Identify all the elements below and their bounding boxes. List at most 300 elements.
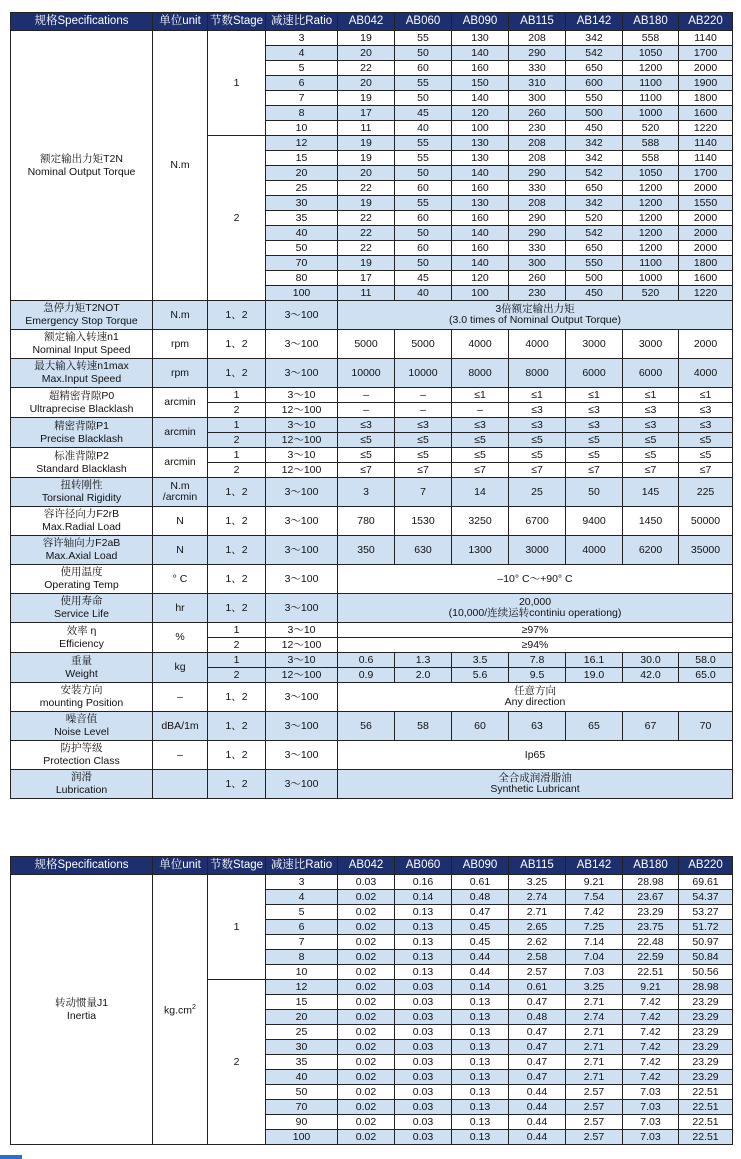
value-cell: 780 [338, 507, 395, 536]
table-row [11, 594, 733, 623]
ratio-cell: 3～100 [266, 770, 338, 799]
table-row [11, 330, 733, 359]
value-cell: 2000 [679, 181, 733, 196]
stage-cell: 2 [208, 463, 266, 478]
value-cell: 160 [452, 241, 509, 256]
table-row [11, 448, 733, 463]
value-cell: 2000 [679, 211, 733, 226]
value-cell: 0.03 [395, 1070, 452, 1085]
value-cell: 260 [509, 271, 566, 286]
value-cell: 58 [395, 712, 452, 741]
stage-cell: 1、2 [208, 359, 266, 388]
spec-label-cn: 容许轴向力F2aB [42, 537, 121, 549]
ratio-cell: 12～100 [266, 433, 338, 448]
value-cell: 56 [338, 712, 395, 741]
stage-cell: 1 [208, 31, 266, 136]
value-cell: 0.48 [509, 1010, 566, 1025]
unit-cell: kg [153, 653, 208, 683]
value-cell: 8000 [452, 359, 509, 388]
value-cell: 1530 [395, 507, 452, 536]
spec-label-en: Noise Level [54, 726, 109, 738]
value-cell: 588 [623, 136, 679, 151]
ratio-cell: 3～100 [266, 712, 338, 741]
value-cell: 22.51 [623, 965, 679, 980]
stage-cell: 1 [208, 418, 266, 433]
value-cell: ≤3 [623, 418, 679, 433]
value-cell: ≤3 [452, 418, 509, 433]
table-row [11, 875, 733, 890]
value-cell: 7.03 [623, 1100, 679, 1115]
column-header: AB142 [566, 857, 623, 875]
value-cell: 0.02 [338, 995, 395, 1010]
value-cell: 7.03 [623, 1085, 679, 1100]
spec-label-cn: 转动惯量J1 [54, 996, 109, 1009]
value-cell: 558 [623, 31, 679, 46]
value-cell: 1000 [623, 271, 679, 286]
value-cell: 1200 [623, 211, 679, 226]
value-cell: 9.21 [623, 980, 679, 995]
spec-label-cn: 超精密背隙P0 [48, 389, 115, 402]
ratio-cell: 3～100 [266, 330, 338, 359]
table-row [11, 301, 733, 330]
value-cell: ≤1 [509, 388, 566, 403]
unit-cell: – [153, 683, 208, 712]
value-cell: 0.9 [338, 668, 395, 683]
value-cell: 19 [338, 31, 395, 46]
value-cell: ≤1 [452, 388, 509, 403]
value-cell: 55 [395, 136, 452, 151]
value-cell: 50 [395, 256, 452, 271]
value-cell: 22 [338, 241, 395, 256]
merged-value [338, 683, 733, 712]
value-cell: 208 [509, 196, 566, 211]
value-cell: 0.16 [395, 875, 452, 890]
value-cell: 0.02 [338, 965, 395, 980]
value-cell: 140 [452, 256, 509, 271]
value-cell: 0.44 [509, 1130, 566, 1145]
spec-label-cn: 重量 [71, 654, 92, 667]
value-cell: 0.03 [395, 1085, 452, 1100]
ratio-cell: 3～100 [266, 741, 338, 770]
value-cell: 23.29 [679, 1010, 733, 1025]
value-cell: 0.13 [452, 1070, 509, 1085]
value-cell: 342 [566, 151, 623, 166]
value-cell: 50 [395, 91, 452, 106]
value-cell: ≤3 [509, 403, 566, 418]
ratio-cell: 35 [266, 211, 338, 226]
value-cell: 0.03 [395, 1115, 452, 1130]
value-cell: ≤1 [623, 388, 679, 403]
value-cell: 0.14 [395, 890, 452, 905]
column-header: AB060 [395, 13, 452, 31]
value-cell: 2000 [679, 226, 733, 241]
value-cell: 45 [395, 106, 452, 121]
value-cell: 140 [452, 91, 509, 106]
value-cell: 0.13 [452, 1085, 509, 1100]
value-cell: 300 [509, 256, 566, 271]
unit-cell: arcmin [153, 448, 208, 478]
value-cell: 0.03 [395, 1130, 452, 1145]
value-cell: 1450 [623, 507, 679, 536]
value-cell: 2.71 [566, 1040, 623, 1055]
column-header: AB060 [395, 857, 452, 875]
value-cell: 50 [566, 478, 623, 507]
value-cell: 55 [395, 31, 452, 46]
table-row [11, 536, 733, 565]
value-cell: 2.71 [566, 995, 623, 1010]
value-cell: 290 [509, 226, 566, 241]
value-cell: 542 [566, 226, 623, 241]
value-cell: 0.44 [509, 1085, 566, 1100]
value-cell: 50 [395, 46, 452, 61]
value-cell: 208 [509, 136, 566, 151]
ratio-cell: 3～100 [266, 683, 338, 712]
ratio-cell: 3～100 [266, 359, 338, 388]
value-cell: 290 [509, 166, 566, 181]
value-cell: 50 [395, 226, 452, 241]
stage-cell: 2 [208, 136, 266, 301]
value-cell: 60 [395, 241, 452, 256]
stage-cell: 1、2 [208, 565, 266, 594]
cell-line: /arcmin [162, 491, 198, 503]
unit-cell: rpm [153, 330, 208, 359]
column-header: AB220 [679, 857, 733, 875]
value-cell: 22.48 [623, 935, 679, 950]
value-cell: ≤5 [566, 448, 623, 463]
spec-label [11, 448, 153, 478]
value-cell: 30.0 [623, 653, 679, 668]
ratio-cell: 4 [266, 46, 338, 61]
spec-label-cn: 急停力矩T2NOT [43, 302, 120, 314]
value-cell: 22 [338, 226, 395, 241]
value-cell: 3250 [452, 507, 509, 536]
value-cell: ≤5 [509, 433, 566, 448]
unit-cell: hr [153, 594, 208, 623]
value-cell: 0.47 [509, 1040, 566, 1055]
value-cell: 23.29 [679, 995, 733, 1010]
column-header: AB115 [509, 13, 566, 31]
value-cell: 0.44 [452, 965, 509, 980]
value-cell: 2.57 [566, 1100, 623, 1115]
value-cell: 100 [452, 121, 509, 136]
ratio-cell: 100 [266, 286, 338, 301]
column-header: 规格Specifications [11, 857, 153, 875]
stage-cell: 1、2 [208, 330, 266, 359]
ratio-cell: 30 [266, 196, 338, 211]
spec-label [11, 683, 153, 712]
value-cell: 0.6 [338, 653, 395, 668]
ratio-cell: 4 [266, 890, 338, 905]
value-cell: 4000 [679, 359, 733, 388]
value-cell: 0.44 [509, 1100, 566, 1115]
ratio-cell: 20 [266, 1010, 338, 1025]
ratio-cell: 50 [266, 1085, 338, 1100]
ratio-cell: 70 [266, 1100, 338, 1115]
cell-line: –10° C～+90° C [497, 572, 573, 585]
spec-label-en: Protection Class [43, 755, 120, 767]
value-cell: 0.02 [338, 950, 395, 965]
value-cell: 160 [452, 211, 509, 226]
value-cell: 120 [452, 106, 509, 121]
value-cell: 23.29 [679, 1025, 733, 1040]
value-cell: 9.21 [566, 875, 623, 890]
value-cell: 0.02 [338, 1025, 395, 1040]
value-cell: 7.42 [623, 995, 679, 1010]
cell-line: Any direction [504, 696, 566, 708]
ratio-cell: 12 [266, 980, 338, 995]
value-cell: 9.5 [509, 668, 566, 683]
ratio-cell: 3～10 [266, 448, 338, 463]
unit-cell: dBA/1m [153, 712, 208, 741]
ratio-cell: 3～100 [266, 478, 338, 507]
value-cell: 342 [566, 31, 623, 46]
stage-cell: 2 [208, 433, 266, 448]
value-cell: 130 [452, 136, 509, 151]
value-cell: 1300 [452, 536, 509, 565]
cell-line: Synthetic Lubricant [490, 783, 580, 795]
value-cell: 0.13 [395, 905, 452, 920]
spec-label [11, 330, 153, 359]
value-cell: 0.02 [338, 1130, 395, 1145]
value-cell: ≤7 [395, 463, 452, 478]
stage-cell: 1、2 [208, 478, 266, 507]
value-cell: 5.6 [452, 668, 509, 683]
value-cell: 520 [623, 121, 679, 136]
value-cell: ≤5 [566, 433, 623, 448]
value-cell: ≤5 [509, 448, 566, 463]
value-cell: 6000 [623, 359, 679, 388]
ratio-cell: 50 [266, 241, 338, 256]
spec-label-en: Max.Radial Load [42, 521, 121, 533]
spec-label-en: Ultraprecise Blacklash [29, 402, 134, 415]
value-cell: – [395, 403, 452, 418]
value-cell: 0.02 [338, 980, 395, 995]
value-cell: 22.51 [679, 1085, 733, 1100]
stage-cell: 1、2 [208, 770, 266, 799]
value-cell: 650 [566, 61, 623, 76]
unit-cell: N.m [153, 301, 208, 330]
column-header: AB180 [623, 857, 679, 875]
ratio-cell: 40 [266, 1070, 338, 1085]
spec-label-en: Inertia [66, 1009, 97, 1022]
value-cell: 0.02 [338, 935, 395, 950]
cell-line: Ip65 [524, 748, 546, 761]
footer-accent-bar [0, 1155, 22, 1159]
value-cell: 2.71 [566, 1055, 623, 1070]
value-cell: 23.29 [679, 1040, 733, 1055]
ratio-cell: 3 [266, 31, 338, 46]
ratio-cell: 25 [266, 181, 338, 196]
value-cell: ≤5 [338, 433, 395, 448]
spec-label-en: Efficiency [59, 637, 104, 650]
value-cell: 2000 [679, 241, 733, 256]
column-header: AB090 [452, 857, 509, 875]
value-cell: 60 [452, 712, 509, 741]
value-cell: 7 [395, 478, 452, 507]
value-cell: 7.42 [623, 1040, 679, 1055]
unit-cell [153, 770, 208, 799]
spec-label [11, 741, 153, 770]
spec-label-cn: 效率 η [66, 624, 97, 637]
column-header: AB180 [623, 13, 679, 31]
value-cell: 19 [338, 91, 395, 106]
table-row [11, 623, 733, 638]
table-row [11, 478, 733, 507]
value-cell: 60 [395, 211, 452, 226]
value-cell: 17 [338, 106, 395, 121]
value-cell: 0.44 [509, 1115, 566, 1130]
value-cell: 558 [623, 151, 679, 166]
value-cell: 16.1 [566, 653, 623, 668]
value-cell: 3 [338, 478, 395, 507]
value-cell: 11 [338, 121, 395, 136]
stage-cell: 2 [208, 638, 266, 653]
value-cell: 2.57 [566, 1130, 623, 1145]
column-header: 单位unit [153, 857, 208, 875]
value-cell: ≤5 [452, 448, 509, 463]
ratio-cell: 6 [266, 920, 338, 935]
spec-label [11, 623, 153, 653]
value-cell: 550 [566, 91, 623, 106]
value-cell: 0.47 [509, 1025, 566, 1040]
value-cell: 1550 [679, 196, 733, 211]
value-cell: 0.03 [395, 1010, 452, 1025]
value-cell: 7.04 [566, 950, 623, 965]
spec-label-cn: 额定输入转速n1 [44, 331, 119, 343]
value-cell: 0.03 [395, 1055, 452, 1070]
value-cell: 65.0 [679, 668, 733, 683]
value-cell: 120 [452, 271, 509, 286]
value-cell: 4000 [509, 330, 566, 359]
value-cell: 23.29 [679, 1070, 733, 1085]
value-cell: 70 [679, 712, 733, 741]
column-header: 规格Specifications [11, 13, 153, 31]
spec-label [11, 653, 153, 683]
column-header: AB042 [338, 857, 395, 875]
value-cell: 330 [509, 241, 566, 256]
value-cell: ≤3 [509, 418, 566, 433]
table-row [11, 507, 733, 536]
column-header: 单位unit [153, 13, 208, 31]
value-cell: 2.65 [509, 920, 566, 935]
spec-label [11, 875, 153, 1145]
value-cell: 6700 [509, 507, 566, 536]
value-cell: – [452, 403, 509, 418]
value-cell: ≤5 [395, 433, 452, 448]
spec-label-cn: 防护等级 [60, 742, 103, 754]
value-cell: 35000 [679, 536, 733, 565]
value-cell: 9400 [566, 507, 623, 536]
ratio-cell: 3～10 [266, 653, 338, 668]
value-cell: 330 [509, 181, 566, 196]
stage-cell: 1 [208, 653, 266, 668]
value-cell: 0.13 [452, 1130, 509, 1145]
spec-label-cn: 润滑 [71, 771, 92, 783]
value-cell: 65 [566, 712, 623, 741]
spec-label-cn: 扭转刚性 [60, 479, 103, 491]
value-cell: 300 [509, 91, 566, 106]
value-cell: 22.51 [679, 1130, 733, 1145]
spec-label-cn: 使用寿命 [60, 595, 103, 607]
value-cell: 3000 [566, 330, 623, 359]
value-cell: 1220 [679, 286, 733, 301]
ratio-cell: 6 [266, 76, 338, 91]
value-cell: 500 [566, 271, 623, 286]
spec-label [11, 31, 153, 301]
spec-label-en: Nominal Input Speed [32, 344, 131, 356]
value-cell: 2.0 [395, 668, 452, 683]
ratio-cell: 10 [266, 121, 338, 136]
value-cell: 0.48 [452, 890, 509, 905]
value-cell: 1700 [679, 46, 733, 61]
value-cell: 130 [452, 31, 509, 46]
spec-label-en: Standard Blacklash [36, 462, 127, 475]
value-cell: 23.29 [679, 1055, 733, 1070]
unit-cell: N [153, 507, 208, 536]
value-cell: 140 [452, 46, 509, 61]
value-cell: 7.42 [623, 1025, 679, 1040]
ratio-cell: 12～100 [266, 463, 338, 478]
value-cell: ≤5 [452, 433, 509, 448]
spec-label-en: Operating Temp [44, 579, 119, 591]
value-cell: 2.57 [566, 1085, 623, 1100]
spec-label-cn: 使用温度 [60, 566, 103, 578]
value-cell: ≤7 [679, 463, 733, 478]
value-cell: 7.8 [509, 653, 566, 668]
table-row [11, 565, 733, 594]
ratio-cell: 3～100 [266, 301, 338, 330]
cell-line: (3.0 times of Nominal Output Torque) [449, 314, 621, 326]
spec-label-en: Torsional Rigidity [41, 492, 122, 504]
value-cell: ≤5 [623, 448, 679, 463]
ratio-cell: 8 [266, 950, 338, 965]
value-cell: 25 [509, 478, 566, 507]
value-cell: 3000 [509, 536, 566, 565]
value-cell: 22 [338, 61, 395, 76]
stage-cell: 1、2 [208, 683, 266, 712]
value-cell: ≤1 [566, 388, 623, 403]
value-cell: 650 [566, 181, 623, 196]
value-cell: 2.57 [566, 1115, 623, 1130]
value-cell: 63 [509, 712, 566, 741]
spec-label [11, 507, 153, 536]
value-cell: 600 [566, 76, 623, 91]
value-cell: ≤7 [623, 463, 679, 478]
stage-cell: 1 [208, 388, 266, 403]
value-cell: 1200 [623, 181, 679, 196]
value-cell: 2.57 [509, 965, 566, 980]
value-cell: 23.67 [623, 890, 679, 905]
ratio-cell: 90 [266, 1115, 338, 1130]
spec-label [11, 418, 153, 448]
value-cell: 7.42 [566, 905, 623, 920]
value-cell: 50 [395, 166, 452, 181]
value-cell: 542 [566, 46, 623, 61]
value-cell: 5000 [338, 330, 395, 359]
merged-value: ≥97% [338, 623, 733, 638]
value-cell: 55 [395, 196, 452, 211]
value-cell: 50.97 [679, 935, 733, 950]
ratio-cell: 3～100 [266, 536, 338, 565]
value-cell: 1140 [679, 31, 733, 46]
value-cell: 145 [623, 478, 679, 507]
merged-value [338, 770, 733, 799]
value-cell: ≤3 [395, 418, 452, 433]
value-cell: 130 [452, 196, 509, 211]
spec-label [11, 594, 153, 623]
value-cell: 55 [395, 76, 452, 91]
spec-label-en: Nominal Output Torque [27, 165, 136, 178]
